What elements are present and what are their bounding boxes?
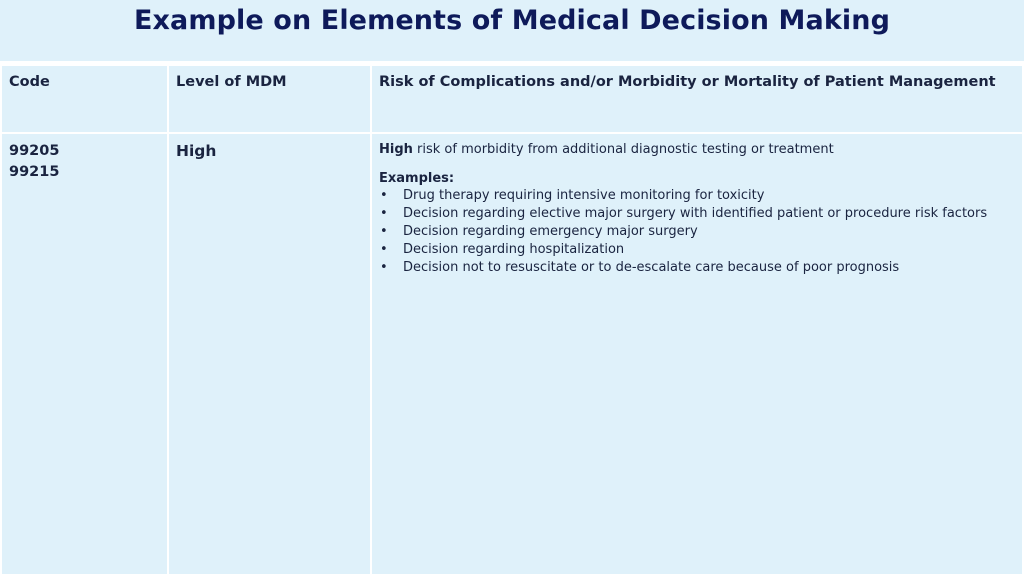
header-code-label: Code — [9, 74, 50, 90]
code-value: 99215 — [9, 164, 60, 180]
header-level-label: Level of MDM — [176, 74, 287, 90]
header-code — [1, 65, 168, 133]
title-bar — [0, 0, 1024, 64]
cell-level — [168, 133, 371, 575]
table-header-row — [1, 65, 1023, 133]
examples-list — [379, 187, 1016, 277]
table-row — [1, 133, 1023, 575]
bullet-icon: • — [380, 224, 388, 239]
header-level — [168, 65, 371, 133]
example-text: Decision regarding hospitalization — [403, 242, 625, 257]
list-item — [379, 259, 1016, 277]
level-value: High — [176, 142, 217, 160]
bullet-icon: • — [380, 188, 388, 203]
list-item — [379, 187, 1016, 205]
list-item — [379, 223, 1016, 241]
bullet-icon: • — [380, 260, 388, 275]
example-text: Decision regarding emergency major surgery — [403, 224, 698, 239]
risk-summary-text: risk of morbidity from additional diagnostic testing or treatment — [412, 142, 834, 157]
bullet-icon: • — [380, 242, 388, 257]
example-text: Decision not to resuscitate or to de-escalate care because of poor prognosis — [403, 260, 900, 275]
header-risk — [371, 65, 1023, 133]
mdm-table — [0, 64, 1024, 576]
list-item — [379, 241, 1016, 259]
risk-level-bold: High — [379, 142, 413, 157]
example-text: Decision regarding elective major surgery with identified patient or procedure risk factors — [403, 206, 988, 221]
examples-heading: Examples: — [379, 171, 455, 186]
cell-risk — [371, 133, 1023, 575]
header-risk-label: Risk of Complications and/or Morbidity or Mortality of Patient Management — [379, 74, 996, 90]
bullet-icon: • — [380, 206, 388, 221]
example-text: Drug therapy requiring intensive monitoring for toxicity — [403, 188, 765, 203]
code-value: 99205 — [9, 143, 60, 159]
list-item — [379, 205, 1016, 223]
page-title: Example on Elements of Medical Decision Making — [134, 5, 890, 36]
risk-summary — [379, 141, 1016, 158]
cell-code — [1, 133, 168, 575]
